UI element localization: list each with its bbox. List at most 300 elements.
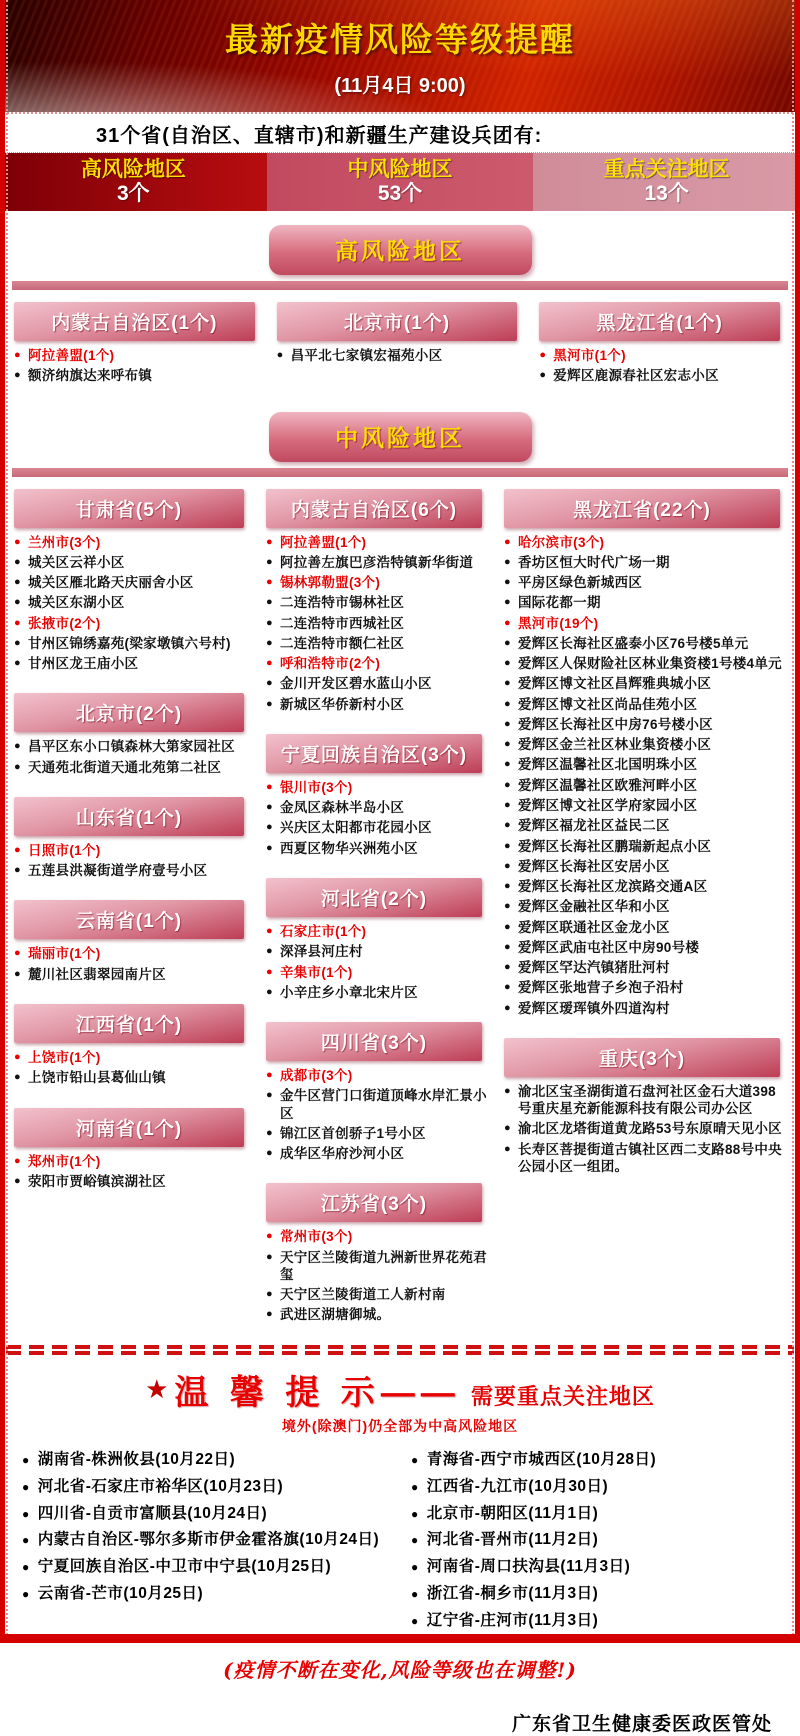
province-header: 黑龙江省(1个) <box>539 302 780 341</box>
watch-item <box>403 1450 786 1471</box>
watch-columns <box>0 1436 800 1638</box>
item-text: 黑河市(1个) <box>553 348 626 363</box>
item-text: 西夏区物华兴洲苑小区 <box>279 840 418 856</box>
bullet-icon: ● <box>266 1089 273 1102</box>
item-text: 爱辉区福龙社区益民二区 <box>517 818 670 834</box>
bullet-icon: ● <box>504 798 511 811</box>
bullet-icon: ● <box>22 1452 30 1467</box>
bullet-icon: ● <box>14 576 21 589</box>
place-item <box>502 736 788 753</box>
item-text: 北京市-朝阳区(11月1日) <box>426 1504 599 1522</box>
province-block <box>502 487 788 1020</box>
province-item-list <box>12 1049 252 1087</box>
place-item <box>12 1173 252 1190</box>
city-item <box>12 534 252 551</box>
bullet-icon: ● <box>266 616 273 629</box>
bullet-icon: ● <box>22 1560 30 1575</box>
place-item <box>264 1087 490 1122</box>
item-text: 爱辉区温馨社区欧雅河畔小区 <box>517 777 698 793</box>
bullet-icon: ● <box>266 555 273 568</box>
stat-count: 3个 <box>116 182 150 205</box>
item-text: 新城区华侨新村小区 <box>279 696 405 712</box>
place-item <box>502 979 788 996</box>
place-item <box>502 574 788 591</box>
item-text: 成都市(3个) <box>279 1068 353 1084</box>
place-item <box>264 675 490 692</box>
item-text: 爱辉区联通社区金龙小区 <box>517 919 670 935</box>
intro-line: 31个省(自治区、直辖市)和新疆生产建设兵团有: <box>0 112 800 153</box>
place-item <box>264 594 490 611</box>
notice-subtitle: 境外(除澳门)仍全部为中高风险地区 <box>281 1417 519 1434</box>
divider-bar <box>12 281 788 290</box>
item-text: 爱辉区博文社区昌辉雅典城小区 <box>517 676 712 692</box>
place-item <box>502 554 788 571</box>
item-text: 国际花都一期 <box>517 595 601 611</box>
place-item <box>264 984 490 1001</box>
watch-item <box>14 1450 397 1471</box>
bullet-icon: ● <box>411 1479 419 1494</box>
bullet-icon: ● <box>266 1308 273 1321</box>
item-text: 浙江省-桐乡市(11月3日) <box>426 1585 599 1603</box>
item-text: 昌平北七家镇宏福苑小区 <box>290 348 443 363</box>
item-text: 爱辉区瑷珲镇外四道沟村 <box>517 1000 670 1016</box>
bullet-icon: ● <box>22 1479 30 1494</box>
item-text: 昌平区东小口镇森林大第家园社区 <box>27 739 235 755</box>
item-text: 甘州区锦绣嘉苑(梁家墩镇六号村) <box>27 635 231 651</box>
bottom-red-bar <box>0 1634 800 1643</box>
city-item <box>12 945 252 962</box>
province-header: 云南省(1个) <box>14 900 244 939</box>
place-item <box>502 817 788 834</box>
high-risk-columns <box>0 300 800 398</box>
place-item <box>264 799 490 816</box>
item-text: 渝北区宝圣湖街道石盘河社区金石大道398号重庆星充新能源科技有限公司办公区 <box>517 1083 776 1117</box>
page-title: 最新疫情风险等级提醒 <box>225 21 575 58</box>
place-item <box>264 1145 490 1162</box>
province-item-list <box>12 347 263 385</box>
place-item <box>264 554 490 571</box>
bullet-icon: ● <box>14 864 21 877</box>
province-header: 河南省(1个) <box>14 1108 244 1147</box>
notice-title: 温 馨 提 示—— <box>174 1373 461 1412</box>
province-block <box>264 487 490 716</box>
city-item <box>264 1228 490 1245</box>
bullet-icon: ● <box>504 1122 511 1135</box>
bullet-icon: ● <box>266 576 273 589</box>
bullet-icon: ● <box>266 1069 273 1082</box>
bullet-icon: ● <box>266 697 273 710</box>
place-item <box>264 943 490 960</box>
bullet-icon: ● <box>504 697 511 710</box>
risk-column-2 <box>537 300 788 398</box>
place-item <box>264 840 490 857</box>
place-item <box>264 819 490 836</box>
bullet-icon: ● <box>266 945 273 958</box>
bullet-icon: ● <box>504 717 511 730</box>
closing-note: (疫情不断在变化,风险等级也在调整!) <box>223 1658 577 1683</box>
item-text: 爱辉区罕达汽镇猪肚河村 <box>517 960 670 976</box>
bullet-icon: ● <box>266 636 273 649</box>
stat-label: 重点关注地区 <box>603 157 730 181</box>
bullet-icon: ● <box>504 758 511 771</box>
province-block <box>264 732 490 860</box>
province-block <box>12 487 252 676</box>
item-text: 香坊区恒大时代广场一期 <box>517 554 670 570</box>
item-text: 爱辉区人保财险社区林业集资楼1号楼4单元 <box>517 656 782 672</box>
place-item <box>264 696 490 713</box>
item-text: 日照市(1个) <box>27 842 101 858</box>
item-text: 二连浩特市额仁社区 <box>279 635 405 651</box>
province-header: 宁夏回族自治区(3个) <box>266 734 482 773</box>
watch-item <box>403 1477 786 1498</box>
item-text: 青海省-西宁市城西区(10月28日) <box>426 1450 657 1468</box>
bullet-icon: ● <box>14 535 21 548</box>
province-block <box>12 1002 252 1090</box>
bullet-icon: ● <box>266 985 273 998</box>
city-item <box>537 347 788 364</box>
province-header: 甘肃省(5个) <box>14 489 244 528</box>
item-text: 江西省-九江市(10月30日) <box>426 1477 609 1495</box>
high-risk-banner: 高风险地区 <box>269 225 532 275</box>
bullet-icon: ● <box>14 1050 21 1063</box>
bullet-icon: ● <box>266 1230 273 1243</box>
watch-list-1 <box>403 1450 786 1638</box>
province-item-list <box>275 347 526 364</box>
place-item <box>264 615 490 632</box>
item-text: 额济纳旗达来呼布镇 <box>27 368 153 384</box>
item-text: 河北省-石家庄市裕华区(10月23日) <box>37 1477 284 1495</box>
item-text: 爱辉区长海社区盛泰小区76号楼5单元 <box>517 635 749 651</box>
place-item <box>502 696 788 713</box>
city-item <box>12 1049 252 1066</box>
place-item <box>502 919 788 936</box>
item-text: 阿拉善盟(1个) <box>27 348 115 363</box>
bullet-icon: ● <box>504 981 511 994</box>
city-item <box>264 534 490 551</box>
item-text: 河北省-晋州市(11月2日) <box>426 1531 599 1549</box>
stat-band-1 <box>267 153 534 211</box>
bullet-icon: ● <box>14 947 21 960</box>
bullet-icon: ● <box>266 657 273 670</box>
dashed-divider <box>6 1345 794 1355</box>
stat-label: 中风险地区 <box>347 157 453 181</box>
star-icon: ★ <box>145 1373 169 1404</box>
item-text: 麓川社区翡翠园南片区 <box>27 966 166 982</box>
item-text: 四川省-自贡市富顺县(10月24日) <box>37 1504 268 1522</box>
watch-item <box>403 1557 786 1578</box>
bullet-icon: ● <box>22 1533 30 1548</box>
item-text: 呼和浩特市(2个) <box>279 656 381 672</box>
place-item <box>12 655 252 672</box>
bullet-icon: ● <box>539 349 547 361</box>
item-text: 平房区绿色新城西区 <box>517 575 643 591</box>
bullet-icon: ● <box>266 821 273 834</box>
watch-item <box>14 1477 397 1498</box>
province-header: 北京市(1个) <box>277 302 518 341</box>
item-text: 甘州区龙王庙小区 <box>27 656 139 672</box>
place-item <box>502 777 788 794</box>
place-item <box>12 966 252 983</box>
province-item-list <box>12 945 252 983</box>
bullet-icon: ● <box>504 940 511 953</box>
province-block <box>264 1181 490 1326</box>
risk-column-0 <box>12 300 263 398</box>
bullet-icon: ● <box>504 920 511 933</box>
city-item <box>12 842 252 859</box>
item-text: 爱辉区博文社区学府家园小区 <box>517 797 698 813</box>
bullet-icon: ● <box>504 1084 511 1097</box>
province-header: 江西省(1个) <box>14 1004 244 1043</box>
bullet-icon: ● <box>22 1506 30 1521</box>
bullet-icon: ● <box>539 369 547 382</box>
province-item-list <box>264 1228 490 1323</box>
bullet-icon: ● <box>14 657 21 670</box>
place-item <box>502 1083 788 1118</box>
place-item <box>275 347 526 364</box>
bullet-icon: ● <box>504 839 511 852</box>
province-header: 山东省(1个) <box>14 797 244 836</box>
place-item <box>12 594 252 611</box>
mid-risk-columns <box>0 487 800 1337</box>
province-block <box>537 300 788 388</box>
bullet-icon: ● <box>504 738 511 751</box>
place-item <box>502 756 788 773</box>
place-item <box>502 1000 788 1017</box>
place-item <box>264 635 490 652</box>
item-text: 成华区华府沙河小区 <box>279 1146 405 1162</box>
bullet-icon: ● <box>504 859 511 872</box>
bullet-icon: ● <box>411 1533 419 1548</box>
item-text: 二连浩特市西城社区 <box>279 615 405 631</box>
mid-risk-banner: 中风险地区 <box>269 412 532 462</box>
place-item <box>502 635 788 652</box>
item-text: 二连浩特市锡林社区 <box>279 595 405 611</box>
place-item <box>502 675 788 692</box>
watch-item <box>14 1584 397 1605</box>
item-text: 长寿区菩提街道古镇社区西二支路88号中央公园小区一组团。 <box>517 1141 782 1174</box>
bullet-icon: ● <box>266 596 273 609</box>
bullet-icon: ● <box>504 900 511 913</box>
bullet-icon: ● <box>411 1614 419 1629</box>
province-header: 重庆(3个) <box>504 1038 780 1077</box>
place-item <box>502 838 788 855</box>
place-item <box>502 797 788 814</box>
place-item <box>12 635 252 652</box>
bullet-icon: ● <box>14 843 21 856</box>
bullet-icon: ● <box>22 1587 30 1602</box>
stat-band-0 <box>0 153 267 211</box>
item-text: 云南省-芒市(10月25日) <box>37 1585 204 1603</box>
header-date: (11月4日 9:00) <box>334 75 466 97</box>
city-item <box>264 964 490 981</box>
bullet-icon: ● <box>14 967 21 980</box>
city-item <box>264 923 490 940</box>
item-text: 瑞丽市(1个) <box>27 946 101 962</box>
province-block <box>12 1106 252 1194</box>
bullet-icon: ● <box>504 1142 511 1155</box>
place-item <box>537 367 788 384</box>
item-text: 深泽县河庄村 <box>279 944 363 960</box>
place-item <box>264 1125 490 1142</box>
bullet-icon: ● <box>504 657 511 670</box>
province-block <box>264 1020 490 1165</box>
bullet-icon: ● <box>411 1506 419 1521</box>
province-item-list <box>264 1067 490 1162</box>
place-item <box>502 878 788 895</box>
item-text: 爱辉区长海社区中房76号楼小区 <box>517 716 713 732</box>
place-item <box>502 1120 788 1137</box>
bullet-icon: ● <box>14 349 21 361</box>
item-text: 城关区东湖小区 <box>27 595 125 611</box>
signature: 广东省卫生健康委医政医管处 <box>511 1714 772 1736</box>
place-item <box>502 959 788 976</box>
item-text: 湖南省-株洲攸县(10月22日) <box>37 1450 236 1468</box>
notice-header <box>0 1365 800 1414</box>
item-text: 城关区云祥小区 <box>27 554 125 570</box>
notice-title-suffix: 需要重点关注地区 <box>470 1383 655 1409</box>
province-block <box>12 300 263 388</box>
bullet-icon: ● <box>14 1174 21 1187</box>
bullet-icon: ● <box>276 349 284 361</box>
province-item-list <box>12 738 252 776</box>
bullet-icon: ● <box>266 677 273 690</box>
place-item <box>264 1286 490 1303</box>
item-text: 渝北区龙塔街道黄龙路53号东原晴天见小区 <box>517 1121 782 1137</box>
item-text: 黑河市(19个) <box>517 615 599 631</box>
bullet-icon: ● <box>504 596 511 609</box>
bullet-icon: ● <box>504 535 511 548</box>
stats-row <box>0 153 800 211</box>
item-text: 金凤区森林半岛小区 <box>279 800 405 816</box>
province-header: 内蒙古自治区(1个) <box>14 302 255 341</box>
bullet-icon: ● <box>411 1560 419 1575</box>
province-block <box>12 795 252 883</box>
item-text: 锦江区首创骄子1号小区 <box>279 1125 426 1141</box>
item-text: 爱辉区金融社区华和小区 <box>517 899 670 915</box>
item-text: 爱辉区金兰社区林业集资楼小区 <box>517 737 712 753</box>
watch-item <box>14 1557 397 1578</box>
watch-item <box>403 1530 786 1551</box>
watch-list-0 <box>14 1450 397 1638</box>
bullet-icon: ● <box>504 636 511 649</box>
bullet-icon: ● <box>266 841 273 854</box>
watch-item <box>403 1611 786 1632</box>
watch-item <box>403 1584 786 1605</box>
item-text: 兰州市(3个) <box>27 534 101 550</box>
item-text: 爱辉区长海社区龙滨路交通A区 <box>517 879 708 895</box>
risk-column-2 <box>502 487 788 1189</box>
item-text: 荥阳市贾峪镇滨湖社区 <box>27 1173 166 1189</box>
divider-bar <box>12 468 788 477</box>
province-header: 河北省(2个) <box>266 878 482 917</box>
watch-item <box>14 1530 397 1551</box>
place-item <box>12 367 263 384</box>
place-item <box>502 655 788 672</box>
place-item <box>12 1069 252 1086</box>
bullet-icon: ● <box>14 616 21 629</box>
bullet-icon: ● <box>504 880 511 893</box>
place-item <box>264 1306 490 1323</box>
stat-count: 53个 <box>377 182 423 205</box>
province-header: 四川省(3个) <box>266 1022 482 1061</box>
item-text: 爱辉区长海社区安居小区 <box>517 858 670 874</box>
bullet-icon: ● <box>504 677 511 690</box>
bullet-icon: ● <box>14 760 21 773</box>
header-banner <box>0 0 800 112</box>
item-text: 天宁区兰陵街道九洲新世界花苑君玺 <box>279 1249 487 1282</box>
bullet-icon: ● <box>504 819 511 832</box>
bullet-icon: ● <box>14 1154 21 1167</box>
place-item <box>12 554 252 571</box>
item-text: 金牛区营门口街道顶峰水岸汇景小区 <box>279 1088 487 1121</box>
item-text: 宁夏回族自治区-中卫市中宁县(10月25日) <box>37 1558 332 1576</box>
bullet-icon: ● <box>14 636 21 649</box>
city-item <box>12 1153 252 1170</box>
item-text: 爱辉区温馨社区北国明珠小区 <box>517 757 698 773</box>
stat-count: 13个 <box>644 182 689 205</box>
bullet-icon: ● <box>266 1126 273 1139</box>
province-item-list <box>264 923 490 1001</box>
bullet-icon: ● <box>266 1250 273 1263</box>
province-item-list <box>502 534 788 1017</box>
item-text: 天宁区兰陵街道工人新村南 <box>279 1287 446 1303</box>
city-item <box>12 347 263 364</box>
place-item <box>502 858 788 875</box>
bullet-icon: ● <box>266 965 273 978</box>
bullet-icon: ● <box>504 778 511 791</box>
item-text: 爱辉区博文社区尚品佳苑小区 <box>517 696 698 712</box>
item-text: 张掖市(2个) <box>27 615 101 631</box>
item-text: 武进区湖塘御城。 <box>279 1307 391 1323</box>
city-item <box>264 779 490 796</box>
item-text: 常州市(3个) <box>279 1229 353 1245</box>
place-item <box>12 759 252 776</box>
bullet-icon: ● <box>14 1071 21 1084</box>
city-item <box>264 1067 490 1084</box>
risk-column-0 <box>12 487 252 1204</box>
item-text: 小辛庄乡小章北宋片区 <box>279 984 418 1000</box>
item-text: 辽宁省-庄河市(11月3日) <box>426 1612 599 1630</box>
bullet-icon: ● <box>14 596 21 609</box>
bullet-icon: ● <box>266 535 273 548</box>
item-text: 城关区雁北路天庆丽舍小区 <box>27 575 194 591</box>
item-text: 兴庆区太阳都市花园小区 <box>279 820 432 836</box>
item-text: 阿拉善左旗巴彦浩特镇新华街道 <box>279 554 474 570</box>
province-item-list <box>264 534 490 713</box>
bullet-icon: ● <box>411 1452 419 1467</box>
item-text: 爱辉区武庙屯社区中房90号楼 <box>517 939 700 955</box>
province-item-list <box>12 1153 252 1191</box>
city-item <box>502 534 788 551</box>
item-text: 金川开发区碧水蓝山小区 <box>279 676 432 692</box>
item-text: 锡林郭勒盟(3个) <box>279 575 381 591</box>
item-text: 阿拉善盟(1个) <box>279 534 367 550</box>
province-header: 黑龙江省(22个) <box>504 489 780 528</box>
high-risk-banner-wrap <box>0 225 800 275</box>
item-text: 爱辉区长海社区鹏瑞新起点小区 <box>517 838 712 854</box>
item-text: 上饶市铅山县葛仙山镇 <box>27 1070 166 1086</box>
province-header: 北京市(2个) <box>14 693 244 732</box>
item-text: 爱辉区张地营子乡泡子沿村 <box>517 980 684 996</box>
city-item <box>264 655 490 672</box>
place-item <box>12 574 252 591</box>
province-item-list <box>12 842 252 880</box>
place-item <box>502 898 788 915</box>
province-block <box>12 898 252 986</box>
bullet-icon: ● <box>266 780 273 793</box>
stat-band-2 <box>533 153 800 211</box>
watch-item <box>14 1504 397 1525</box>
